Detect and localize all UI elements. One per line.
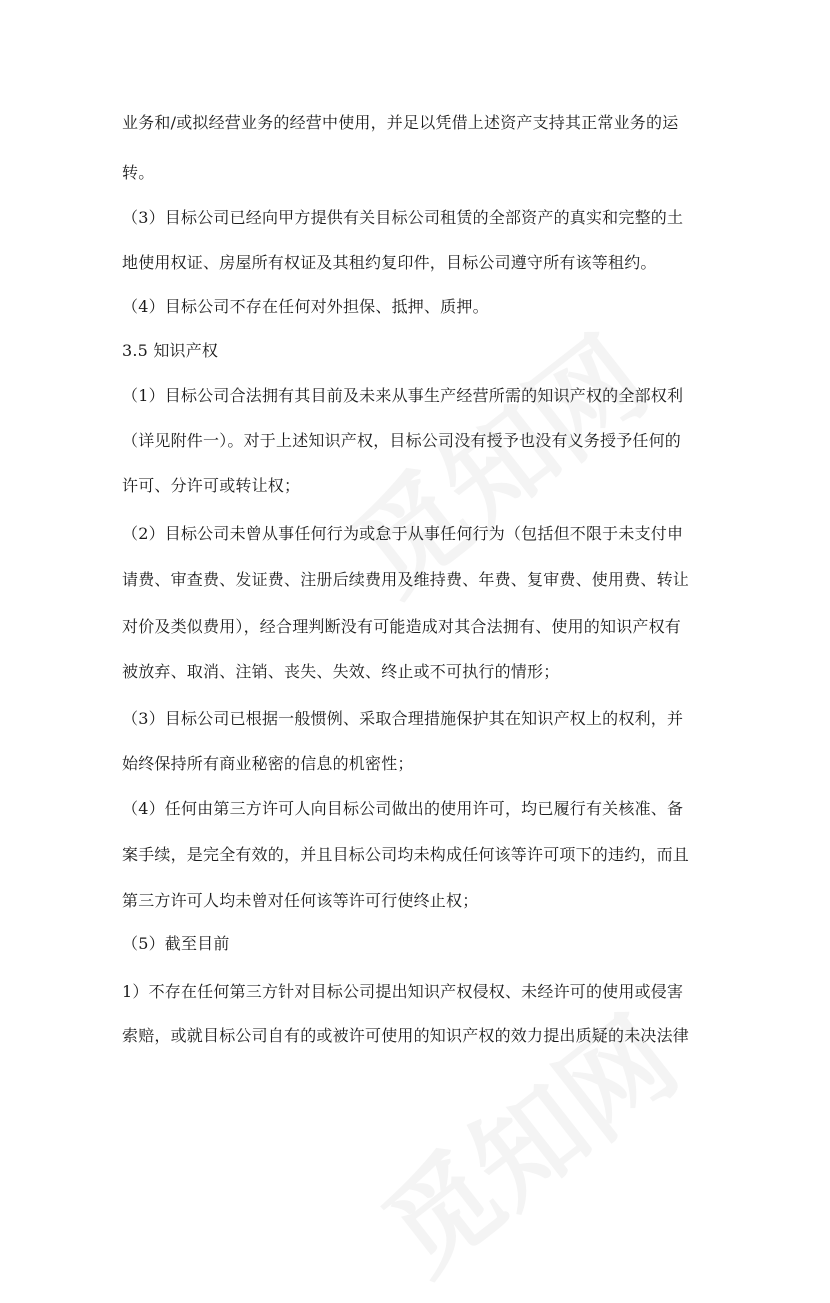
text-line: 许可、分许可或转让权； bbox=[122, 476, 301, 495]
text-line: 转。 bbox=[122, 163, 155, 182]
section-heading: 3.5 知识产权 bbox=[122, 341, 219, 360]
text-line: （3）目标公司已根据一般惯例、采取合理措施保护其在知识产权上的权利，并 bbox=[122, 709, 684, 728]
text-line: 业务和/或拟经营业务的经营中使用，并足以凭借上述资产支持其正常业务的运 bbox=[122, 113, 679, 132]
text-line: 第三方许可人均未曾对任何该等许可行使终止权； bbox=[122, 891, 479, 910]
text-line: 地使用权证、房屋所有权证及其租约复印件，目标公司遵守所有该等租约。 bbox=[122, 253, 657, 272]
text-line: 案手续，是完全有效的，并且目标公司均未构成任何该等许可项下的违约，而且 bbox=[122, 845, 690, 864]
text-line: 始终保持所有商业秘密的信息的机密性； bbox=[122, 754, 414, 773]
text-line: （1）目标公司合法拥有其目前及未来从事生产经营所需的知识产权的全部权利 bbox=[122, 386, 684, 405]
text-line: 1）不存在任何第三方针对目标公司提出知识产权侵权、未经许可的使用或侵害 bbox=[122, 982, 684, 1001]
text-line: （5）截至目前 bbox=[122, 934, 230, 953]
text-line: （4）任何由第三方许可人向目标公司做出的使用许可，均已履行有关核准、备 bbox=[122, 799, 684, 818]
text-line: （3）目标公司已经向甲方提供有关目标公司租赁的全部资产的真实和完整的土 bbox=[122, 208, 684, 227]
text-line: 被放弃、取消、注销、丧失、失效、终止或不可执行的情形； bbox=[122, 662, 560, 681]
watermark bbox=[346, 975, 703, 1303]
text-line: 请费、审查费、发证费、注册后续费用及维持费、年费、复审费、使用费、转让 bbox=[122, 570, 690, 589]
text-line: 对价及类似费用），经合理判断没有可能造成对其合法拥有、使用的知识产权有 bbox=[122, 617, 682, 636]
text-line: 索赔，或就目标公司自有的或被许可使用的知识产权的效力提出质疑的未决法律 bbox=[122, 1026, 690, 1045]
text-line: （4）目标公司不存在任何对外担保、抵押、质押。 bbox=[122, 297, 489, 316]
text-line: （详见附件一）。对于上述知识产权，目标公司没有授予也没有义务授予任何的 bbox=[122, 431, 682, 450]
text-line: （2）目标公司未曾从事任何行为或怠于从事任何行为（包括但不限于未支付申 bbox=[122, 524, 684, 543]
